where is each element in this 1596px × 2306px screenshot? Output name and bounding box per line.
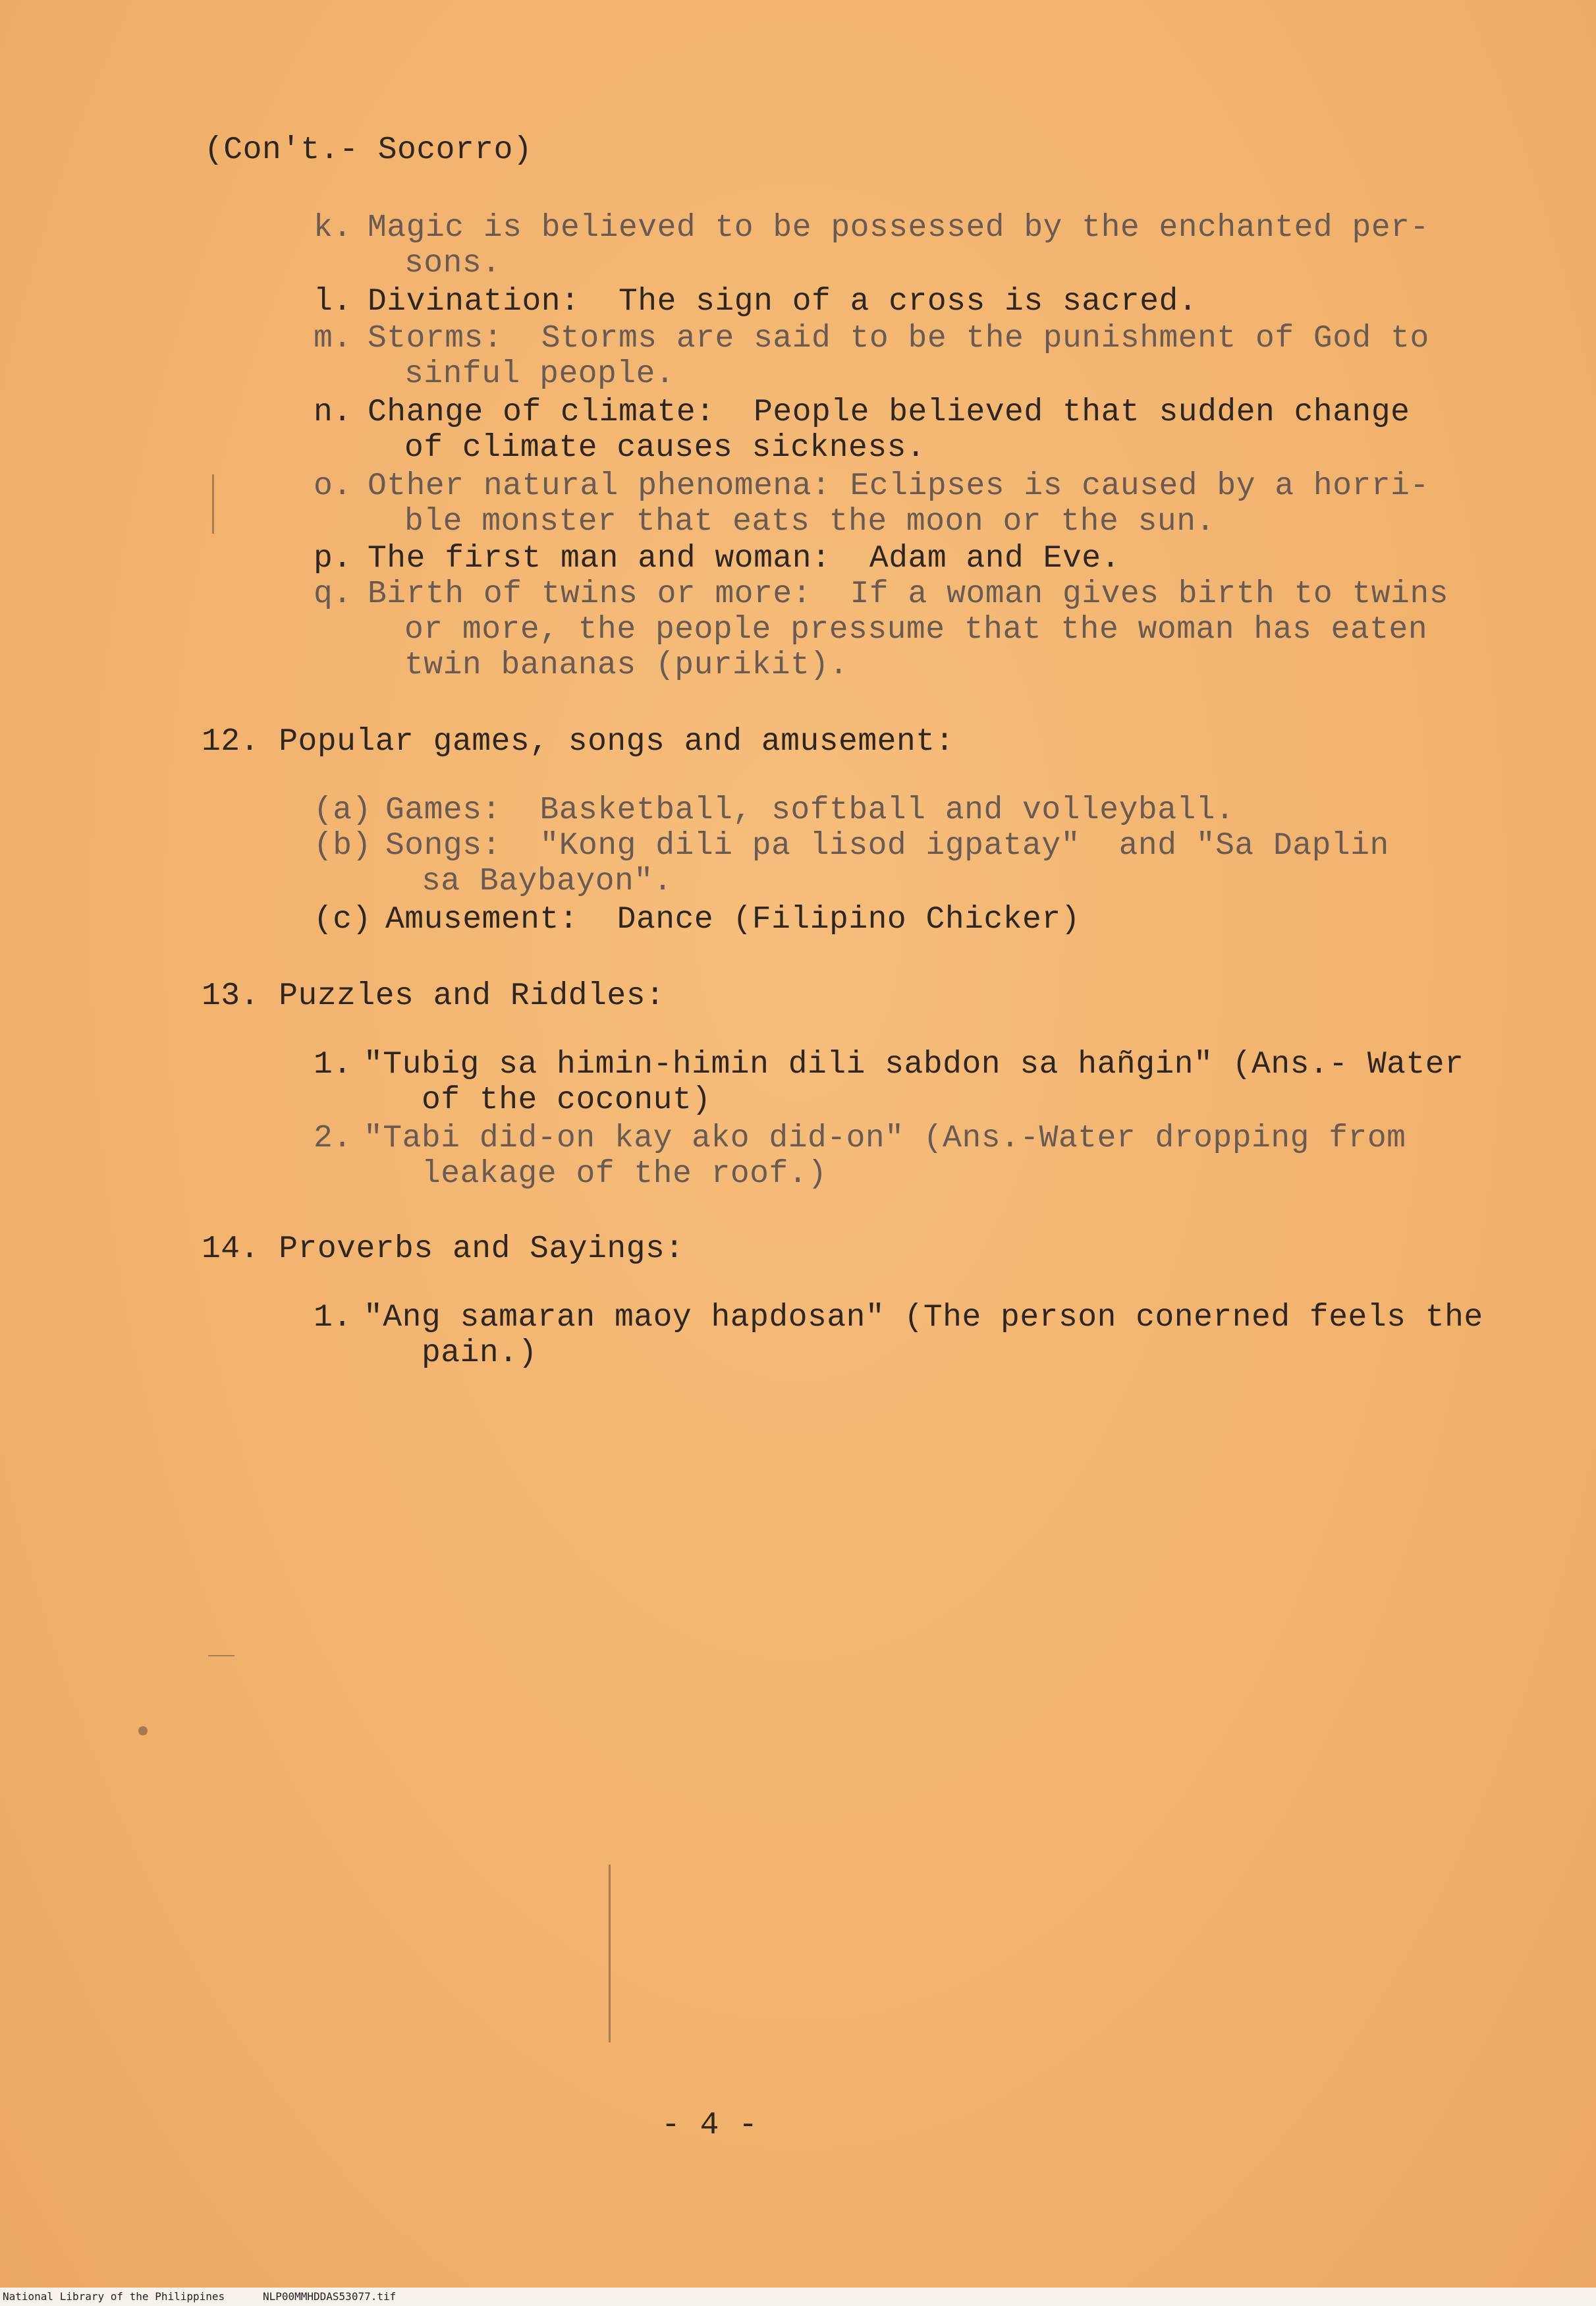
item-text-continued: pain.) [422,1336,537,1371]
section-heading-13: 13. Puzzles and Riddles: [202,978,665,1014]
item-text: The first man and woman: Adam and Eve. [368,541,1120,576]
item-label: (a) [314,793,371,828]
item-label: l. [314,284,352,320]
item-text-continued: sa Baybayon". [422,864,673,899]
item-label: o. [314,468,352,504]
item-text-continued: twin bananas (purikit). [404,648,849,683]
item-text-continued: sons. [404,246,501,281]
item-text: Magic is believed to be possessed by the enchanted per- [368,210,1429,246]
page-number: - 4 - [661,2108,758,2143]
item-text: Storms: Storms are said to be the punishment of God to [368,321,1429,356]
section-heading-14: 14. Proverbs and Sayings: [202,1231,684,1267]
item-text-continued: leakage of the roof.) [422,1156,827,1192]
item-label: (c) [314,902,371,938]
section-heading-12: 12. Popular games, songs and amusement: [202,724,954,760]
item-text: Games: Basketball, softball and volleyball. [385,793,1235,828]
item-text-continued: sinful people. [404,356,675,392]
footer-library: National Library of the Philippines [3,2290,225,2303]
scan-footer [0,2288,1596,2306]
scan-spot [138,1726,148,1735]
item-label: k. [314,210,352,246]
item-label: (b) [314,828,371,864]
item-text: Change of climate: People believed that sudden change [368,395,1410,430]
fold-line [609,1865,611,2042]
item-text: "Ang samaran maoy hapdosan" (The person conerned feels the [364,1300,1483,1336]
item-label: 2. [314,1121,352,1156]
item-text: Divination: The sign of a cross is sacred. [368,284,1198,320]
item-label: m. [314,321,352,356]
item-text: Amusement: Dance (Filipino Chicker) [385,902,1080,938]
item-label: n. [314,395,352,430]
item-label: p. [314,541,352,576]
item-label: 1. [314,1300,352,1336]
item-text: "Tabi did-on kay ako did-on" (Ans.-Water dropping from [364,1121,1406,1156]
item-label: 1. [314,1047,352,1083]
item-text-continued: of the coconut) [422,1083,711,1118]
item-text-continued: or more, the people pressume that the woman has eaten [404,612,1428,648]
item-text: Songs: "Kong dili pa lisod igpatay" and "Sa Daplin [385,828,1389,864]
margin-mark [212,474,214,534]
margin-tick [208,1655,234,1656]
item-text: Birth of twins or more: If a woman gives birth to twins [368,576,1449,612]
footer-file: NLP00MMHDDAS53077.tif [262,2290,397,2303]
item-text: Other natural phenomena: Eclipses is caused by a horri- [368,468,1429,504]
item-text-continued: ble monster that eats the moon or the sun. [404,504,1215,540]
item-text-continued: of climate causes sickness. [404,430,926,466]
item-label: q. [314,576,352,612]
continuation-header: (Con't.- Socorro) [204,132,533,168]
item-text: "Tubig sa himin-himin dili sabdon sa hañgin" (Ans.- Water [364,1047,1464,1083]
